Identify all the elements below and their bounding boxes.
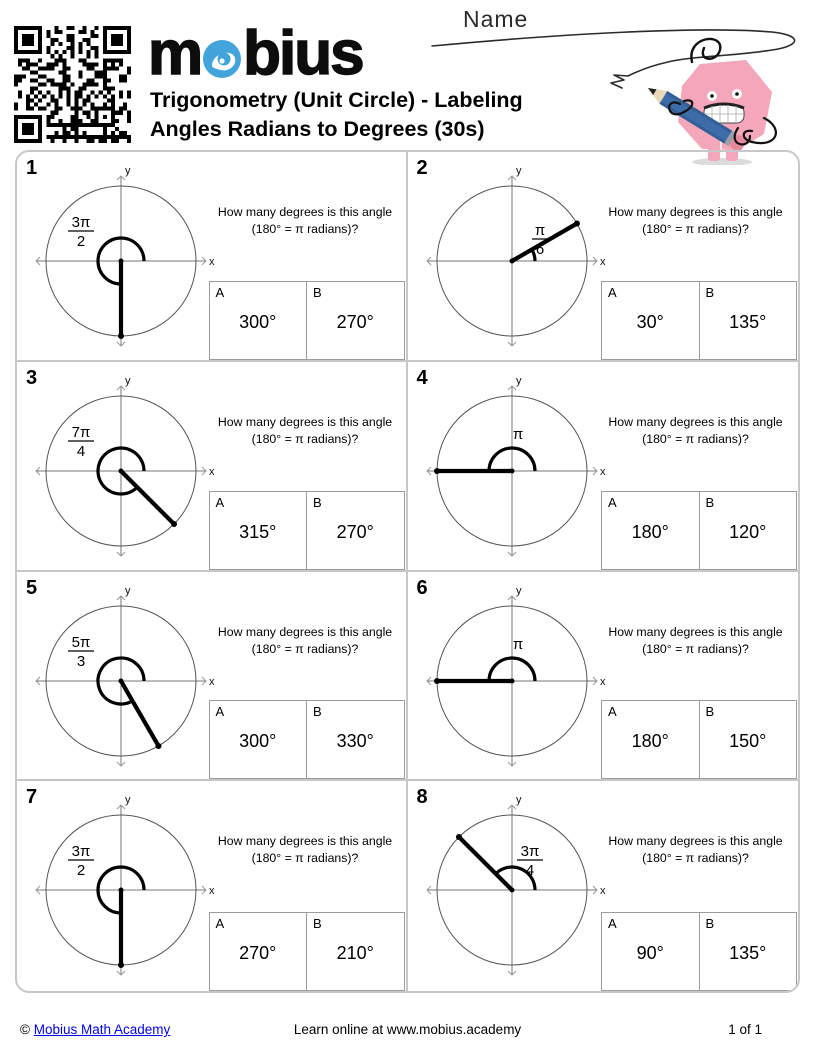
question-text: How many degrees is this angle (180° = π radians)? — [217, 834, 393, 866]
answer-value: 330° — [336, 731, 374, 752]
unit-circle-diagram — [416, 576, 606, 778]
answer-option-a[interactable]: A 180° — [601, 491, 700, 570]
problem-cell-4 — [408, 362, 799, 572]
svg-text:6: 6 — [535, 241, 544, 258]
answer-value: 135° — [729, 943, 767, 963]
answer-value: 180° — [631, 521, 669, 542]
svg-text:2: 2 — [76, 862, 86, 880]
question-text: How many degrees is this angle (180° = π radians)? — [608, 624, 783, 656]
answer-table — [209, 491, 405, 570]
mascot-illustration — [420, 0, 815, 165]
svg-text:y: y — [515, 794, 521, 807]
question-text: How many degrees is this angle (180° = π radians)? — [608, 414, 783, 446]
answer-table — [209, 281, 405, 360]
answer-option-a[interactable]: A 315° — [209, 491, 308, 570]
svg-text:y: y — [125, 794, 131, 807]
page-indicator: 1 of 1 — [728, 1022, 762, 1037]
answer-option-a[interactable]: A 30° — [601, 281, 700, 360]
unit-circle-diagram — [25, 156, 215, 358]
svg-text:x: x — [209, 256, 215, 268]
problem-cell-2 — [408, 152, 799, 362]
answer-option-b[interactable]: B 150° — [700, 700, 798, 779]
answer-option-a[interactable]: A 180° — [601, 700, 700, 779]
answer-table — [601, 912, 797, 991]
answer-option-b[interactable]: B 135° — [700, 281, 798, 360]
logo-text-bius: bius — [243, 19, 363, 88]
problem-cell-8 — [408, 781, 799, 991]
svg-text:4: 4 — [76, 442, 86, 460]
copyright-symbol: © — [20, 1022, 30, 1037]
svg-text:x: x — [599, 256, 605, 268]
answer-table — [601, 491, 797, 570]
svg-text:4: 4 — [525, 862, 534, 880]
answer-value: 270° — [239, 943, 277, 963]
problem-grid — [15, 150, 800, 993]
svg-text:x: x — [599, 465, 605, 478]
logo-swirl-icon — [202, 39, 242, 79]
problem-number: 2 — [416, 157, 428, 179]
unit-circle-diagram — [416, 785, 606, 987]
unit-circle-diagram — [416, 366, 606, 568]
svg-text:x: x — [209, 885, 215, 898]
answer-option-a[interactable]: A 300° — [209, 700, 308, 779]
unit-circle-diagram — [25, 576, 215, 778]
answer-value: 135° — [729, 311, 767, 332]
answer-value: 300° — [239, 311, 277, 332]
title-line-2: Angles Radians to Degrees (30s) — [150, 117, 485, 141]
svg-text:π: π — [512, 425, 523, 443]
answer-option-a[interactable]: A 300° — [209, 281, 308, 360]
svg-text:7π: 7π — [71, 423, 91, 441]
answer-table — [601, 281, 797, 360]
question-text: How many degrees is this angle (180° = π radians)? — [217, 205, 393, 236]
question-text: How many degrees is this angle (180° = π radians)? — [608, 205, 783, 236]
mascot-eye-left — [710, 94, 714, 98]
svg-text:π: π — [534, 222, 545, 239]
svg-text:x: x — [599, 885, 605, 898]
answer-value: 90° — [636, 943, 664, 963]
footer-center-text: Learn online at www.mobius.academy — [293, 1022, 522, 1037]
name-label: Name — [463, 6, 529, 32]
answer-option-b[interactable]: B 270° — [307, 281, 405, 360]
problem-number: 6 — [416, 576, 428, 599]
answer-table — [209, 700, 405, 779]
answer-value: 315° — [239, 521, 277, 542]
qr-code — [14, 26, 131, 143]
answer-value: 180° — [631, 731, 669, 752]
unit-circle-diagram — [416, 156, 606, 358]
svg-text:y: y — [515, 165, 521, 177]
svg-text:2: 2 — [76, 233, 86, 250]
svg-text:3π: 3π — [71, 214, 91, 231]
answer-option-a[interactable]: A 270° — [209, 912, 308, 991]
answer-option-b[interactable]: B 270° — [307, 491, 405, 570]
mascot-eye-right — [735, 92, 739, 96]
answer-value: 270° — [336, 311, 374, 332]
svg-text:y: y — [125, 584, 131, 597]
answer-table — [601, 700, 797, 779]
problem-number: 8 — [416, 786, 428, 809]
svg-text:y: y — [515, 584, 521, 597]
answer-value: 210° — [336, 943, 374, 963]
svg-text:3: 3 — [76, 652, 86, 670]
svg-text:y: y — [125, 374, 131, 387]
problem-number: 4 — [416, 366, 428, 389]
answer-value: 300° — [239, 731, 277, 752]
answer-table — [209, 912, 405, 991]
problem-number: 3 — [26, 366, 38, 389]
svg-text:π: π — [512, 635, 523, 653]
unit-circle-diagram — [25, 366, 215, 568]
svg-text:x: x — [599, 675, 605, 688]
problem-cell-1 — [17, 152, 408, 362]
svg-text:3π: 3π — [520, 843, 539, 861]
svg-text:y: y — [125, 165, 131, 177]
svg-text:3π: 3π — [71, 843, 91, 861]
answer-option-b[interactable]: B 135° — [700, 912, 798, 991]
mobius-math-academy-link[interactable]: Mobius Math Academy — [33, 1022, 171, 1037]
logo-text-m: m — [148, 19, 202, 88]
answer-value: 270° — [336, 521, 374, 542]
answer-value: 30° — [636, 311, 664, 332]
answer-value: 120° — [729, 521, 767, 542]
problem-cell-7 — [17, 781, 408, 991]
problem-number: 1 — [26, 157, 38, 179]
question-text: How many degrees is this angle (180° = π radians)? — [217, 624, 393, 656]
problem-cell-3 — [17, 362, 408, 572]
mobius-logo — [148, 18, 363, 89]
problem-number: 7 — [26, 786, 38, 809]
question-text: How many degrees is this angle (180° = π radians)? — [608, 834, 783, 866]
svg-text:x: x — [209, 465, 215, 478]
question-text: How many degrees is this angle (180° = π radians)? — [217, 414, 393, 446]
svg-text:5π: 5π — [71, 633, 91, 651]
svg-text:y: y — [515, 374, 521, 387]
answer-option-b[interactable]: B 330° — [307, 700, 405, 779]
answer-option-a[interactable]: A 90° — [601, 912, 700, 991]
problem-cell-6 — [408, 572, 799, 782]
svg-text:x: x — [209, 675, 215, 688]
unit-circle-diagram — [25, 785, 215, 987]
problem-cell-5 — [17, 572, 408, 782]
answer-value: 150° — [729, 731, 767, 752]
answer-option-b[interactable]: B 120° — [700, 491, 798, 570]
title-line-1: Trigonometry (Unit Circle) - Labeling — [150, 88, 523, 112]
problem-number: 5 — [26, 576, 38, 599]
answer-option-b[interactable]: B 210° — [307, 912, 405, 991]
